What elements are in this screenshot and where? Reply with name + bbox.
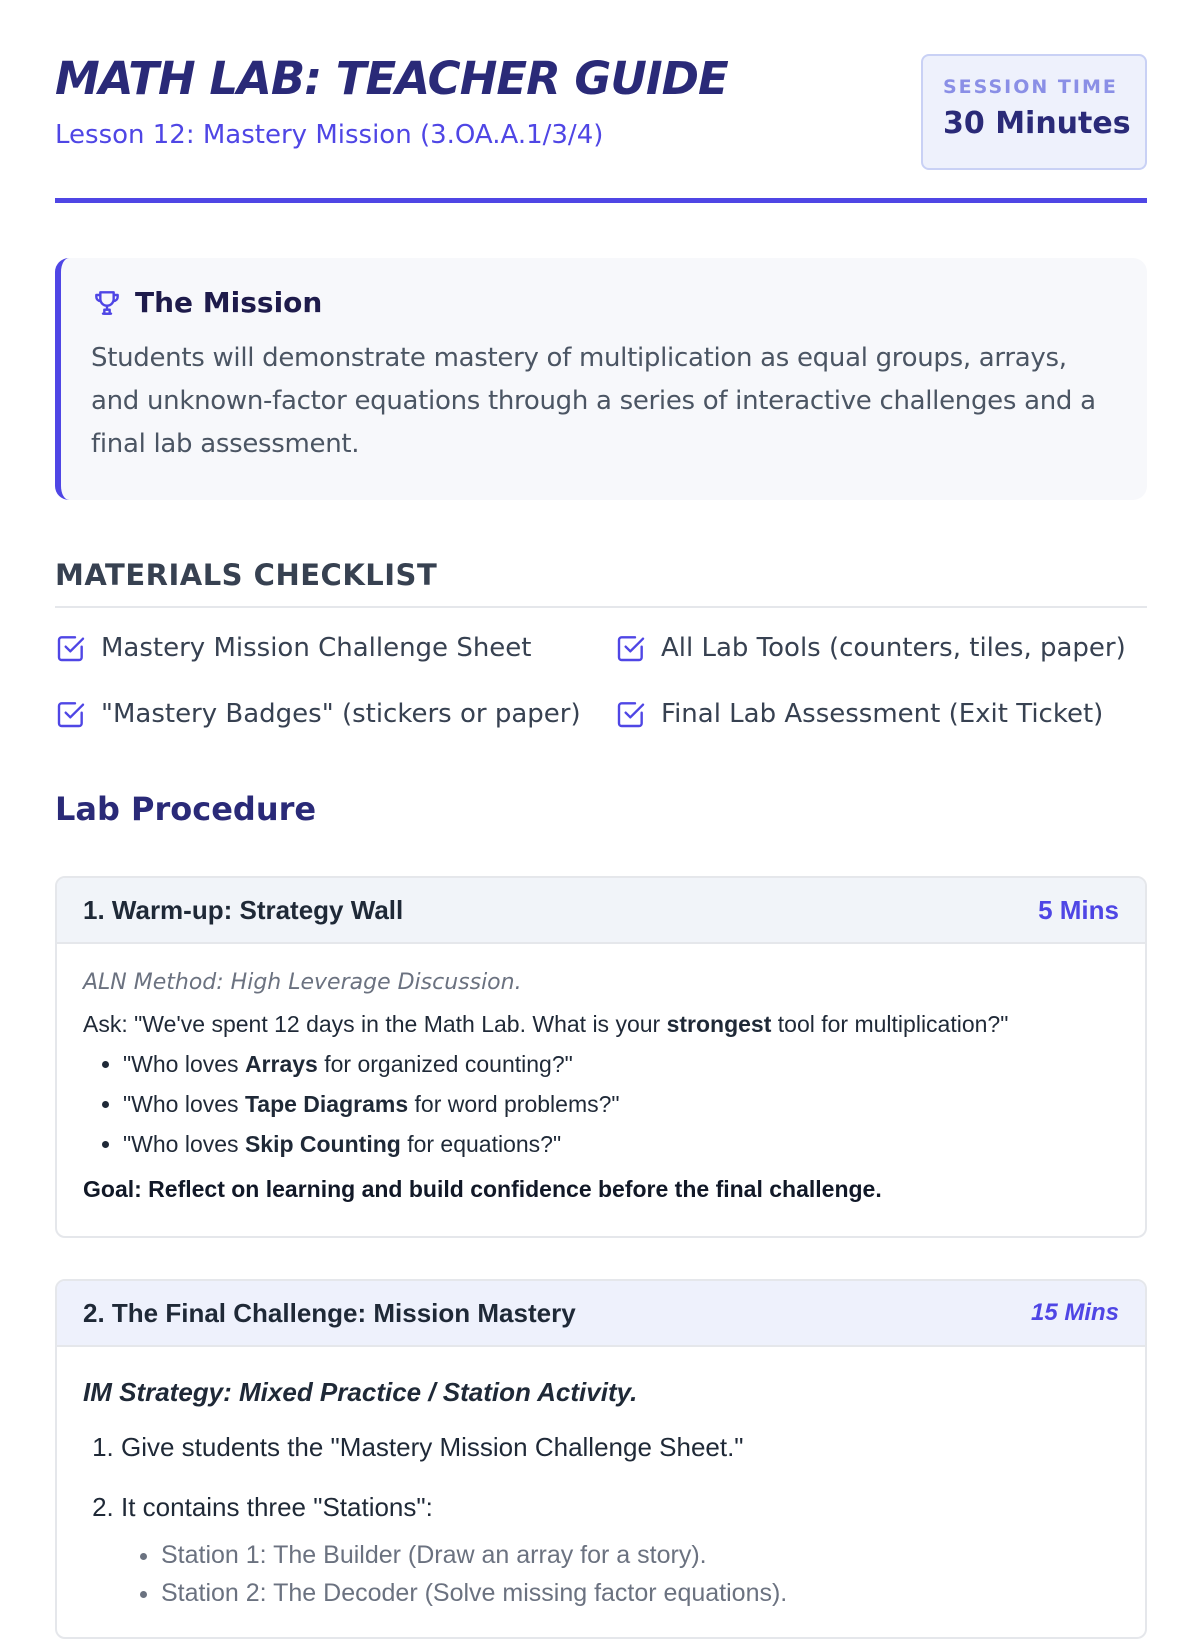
- list-item: [123, 1124, 1119, 1164]
- bullet-text: for word problems?": [408, 1091, 620, 1117]
- materials-item-label: All Lab Tools (counters, tiles, paper): [661, 633, 1126, 663]
- materials-item-label: Mastery Mission Challenge Sheet: [101, 633, 532, 663]
- materials-item-label: "Mastery Badges" (stickers or paper): [101, 699, 581, 729]
- session-time-box: [921, 54, 1147, 170]
- procedure-step-1: [55, 876, 1147, 1238]
- mission-text: Students will demonstrate mastery of multiplication as equal groups, arrays, and unknown-factor equations through a series of interactive challenges and a final lab assessment.: [91, 343, 1096, 459]
- lesson-subtitle: Lesson 12: Mastery Mission (3.OA.A.1/3/4): [55, 120, 604, 150]
- teacher-guide-page: [55, 0, 1147, 1607]
- bullet-emphasis: Arrays: [244, 1051, 318, 1077]
- materials-item: [55, 698, 581, 730]
- question-list: [83, 1044, 1119, 1164]
- step-body: [57, 1347, 1145, 1612]
- mission-title: The Mission: [135, 286, 323, 319]
- procedure-title: Lab Procedure: [55, 790, 317, 828]
- session-time-value: 30 Minutes: [943, 106, 1131, 141]
- bullet-text: "Who loves: [123, 1131, 245, 1157]
- station-list: [121, 1536, 1119, 1612]
- step-header: [57, 1281, 1145, 1347]
- list-item: [123, 1084, 1119, 1124]
- materials-item-label: Final Lab Assessment (Exit Ticket): [661, 699, 1104, 729]
- trophy-icon: [91, 287, 123, 319]
- checkbox-checked-icon: [55, 698, 87, 730]
- instruction-list: [83, 1428, 1119, 1612]
- step-body: [57, 944, 1145, 1203]
- step-duration: 15 Mins: [1030, 1299, 1119, 1326]
- page-title: MATH LAB: TEACHER GUIDE: [55, 52, 728, 105]
- bullet-text: "Who loves: [123, 1051, 245, 1077]
- ask-text: tool for multiplication?": [771, 1011, 1009, 1037]
- ask-text: Ask: "We've spent 12 days in the Math Lab. What is your: [83, 1011, 667, 1037]
- method-note: ALN Method: High Leverage Discussion.: [83, 970, 522, 995]
- ask-emphasis: strongest: [666, 1011, 772, 1037]
- bullet-emphasis: Skip Counting: [244, 1131, 401, 1157]
- session-time-label: SESSION TIME: [943, 76, 1118, 98]
- list-item-text: It contains three "Stations":: [121, 1492, 433, 1522]
- checkbox-checked-icon: [55, 632, 87, 664]
- materials-item: [615, 632, 1126, 664]
- mission-card: [55, 258, 1147, 500]
- mission-header: [91, 286, 1117, 319]
- list-item: [123, 1044, 1119, 1084]
- list-item: 1. Give students the "Mastery Mission Challenge Sheet.": [121, 1428, 1119, 1466]
- strategy-note: IM Strategy: Mixed Practice / Station Activity.: [83, 1377, 638, 1407]
- goal-text: Goal: Reflect on learning and build confidence before the final challenge.: [83, 1176, 882, 1202]
- materials-item: [615, 698, 1103, 730]
- bullet-text: for equations?": [400, 1131, 562, 1157]
- materials-checklist-title: MATERIALS CHECKLIST: [55, 558, 1147, 608]
- step-title: 2. The Final Challenge: Mission Mastery: [83, 1297, 576, 1328]
- step-header: [57, 878, 1145, 944]
- checkbox-checked-icon: [615, 698, 647, 730]
- bullet-emphasis: Tape Diagrams: [244, 1091, 409, 1117]
- checkbox-checked-icon: [615, 632, 647, 664]
- bullet-text: "Who loves: [123, 1091, 245, 1117]
- station-item: • Station 2: The Decoder (Solve missing factor equations).: [161, 1574, 1119, 1612]
- ask-prompt: [83, 1011, 1119, 1038]
- header: [55, 0, 1147, 203]
- station-item: • Station 1: The Builder (Draw an array for a story).: [161, 1536, 1119, 1574]
- materials-item: [55, 632, 532, 664]
- step-duration: 5 Mins: [1038, 894, 1119, 925]
- procedure-step-2: [55, 1279, 1147, 1639]
- step-title: 1. Warm-up: Strategy Wall: [83, 894, 404, 925]
- list-item: [121, 1488, 1119, 1612]
- bullet-text: for organized counting?": [317, 1051, 573, 1077]
